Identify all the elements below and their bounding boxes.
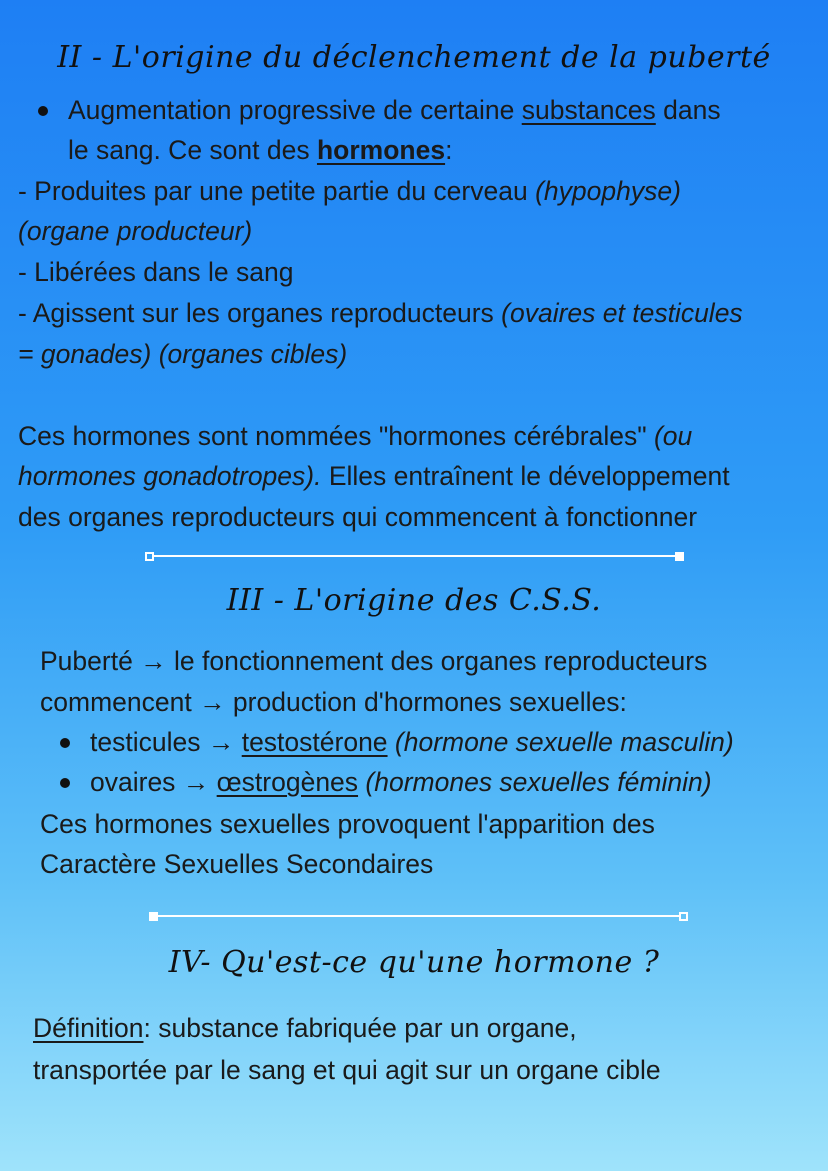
s3-bullet-ovaires: ovaires → œstrogènes (hormones sexuelles féminin)	[90, 767, 712, 797]
divider-2-left-handle	[149, 912, 158, 921]
s3-line-3: Ces hormones sexuelles provoquent l'apparition des	[40, 809, 655, 839]
s2-line-organe-producteur: (organe producteur)	[18, 216, 253, 246]
hormones-term: hormones	[316, 135, 446, 165]
s2-line-liberees: - Libérées dans le sang	[18, 257, 294, 287]
section-4-title: IV- Qu'est-ce qu'une hormone ?	[168, 945, 660, 980]
section-3-title: III - L'origine des C.S.S.	[226, 583, 602, 618]
s2-paragraph-line-2: hormones gonadotropes). Elles entraînent le développement	[18, 461, 730, 491]
s3-line-1: Puberté → le fonctionnement des organes reproducteurs	[40, 646, 708, 676]
section-2-title: II - L'origine du déclenchement de la puberté	[57, 40, 771, 75]
bullet-dot	[60, 778, 70, 788]
s2-paragraph-line-1: Ces hormones sont nommées "hormones cérébrales" (ou	[18, 421, 693, 451]
s3-line-2: commencent → production d'hormones sexuelles:	[40, 687, 627, 717]
s3-line-4: Caractère Sexuelles Secondaires	[40, 849, 434, 879]
testosterone-term: testostérone	[241, 727, 388, 757]
s4-definition-line-2: transportée par le sang et qui agit sur un organe cible	[33, 1055, 661, 1085]
s3-bullet-testicules: testicules → testostérone (hormone sexuelle masculin)	[90, 727, 734, 757]
s2-bullet-line-1: Augmentation progressive de certaine substances dans	[68, 95, 721, 125]
substances-term: substances	[521, 95, 656, 125]
divider-1-left-handle	[145, 552, 154, 561]
divider-1-right-handle	[675, 552, 684, 561]
divider-1	[154, 555, 676, 557]
bullet-dot	[38, 106, 48, 116]
s2-line-gonades: = gonades) (organes cibles)	[18, 339, 348, 369]
s4-definition-line-1: Définition: substance fabriquée par un organe,	[33, 1013, 577, 1043]
divider-2	[158, 915, 680, 917]
oestrogenes-term: œstrogènes	[216, 767, 359, 797]
s2-line-produites: - Produites par une petite partie du cerveau (hypophyse)	[18, 176, 681, 206]
s2-bullet-line-2: le sang. Ce sont des hormones:	[68, 135, 453, 165]
divider-2-right-handle	[679, 912, 688, 921]
s2-line-agissent: - Agissent sur les organes reproducteurs (ovaires et testicules	[18, 298, 743, 328]
s2-paragraph-line-3: des organes reproducteurs qui commencent à fonctionner	[18, 502, 698, 532]
bullet-dot	[60, 738, 70, 748]
definition-label: Définition	[33, 1013, 144, 1043]
